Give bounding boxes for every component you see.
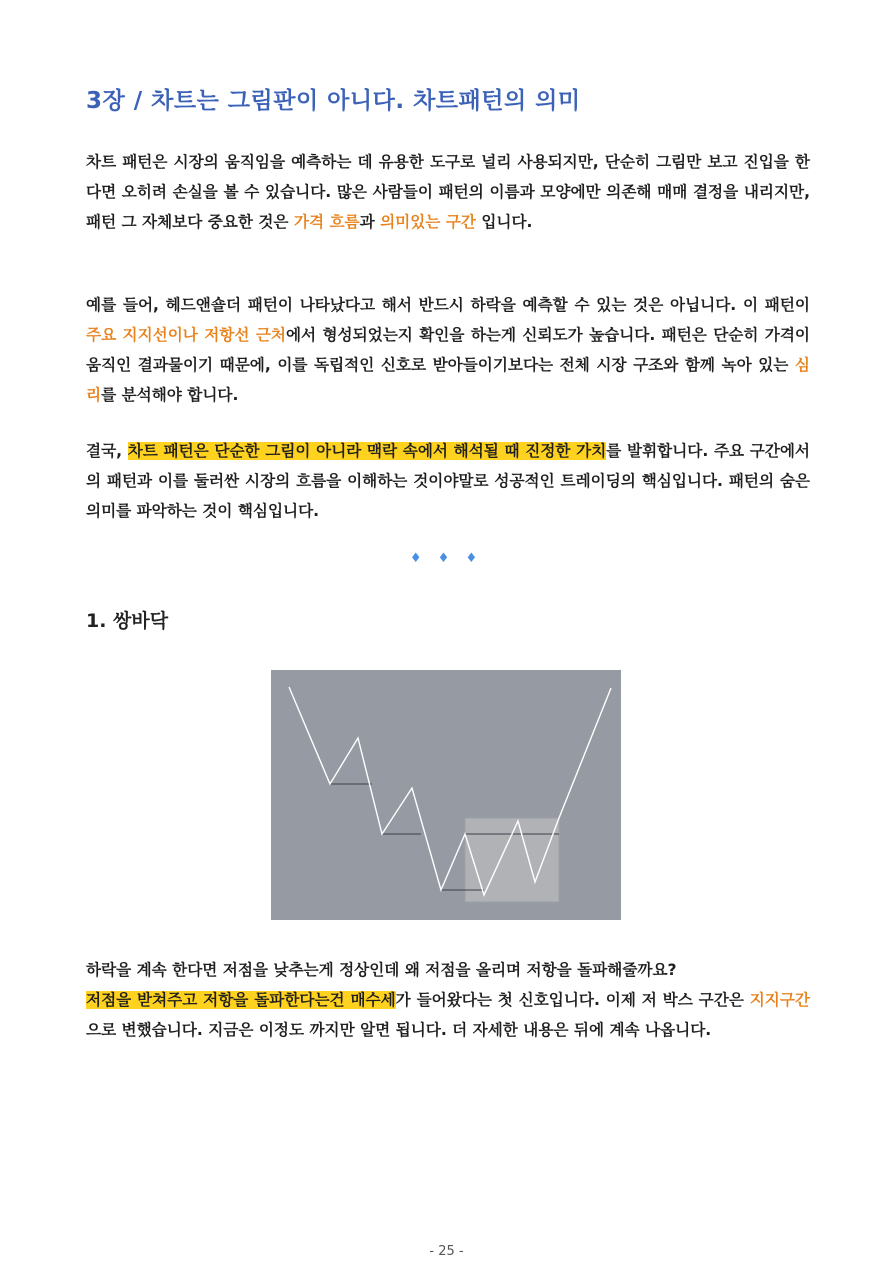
emphasis-price-flow: 가격 흐름: [293, 213, 360, 231]
section-title: 1. 쌍바닥: [86, 610, 169, 632]
text: 입니다.: [475, 213, 533, 231]
text: 를 분석해야 합니다.: [101, 386, 239, 404]
emphasis-support-zone: 지지구간: [749, 991, 810, 1009]
double-bottom-chart: [271, 670, 621, 920]
page-number: - 25 -: [429, 1244, 464, 1259]
text: 가 들어왔다는 첫 신호입니다. 이제 저 박스 구간은: [395, 991, 750, 1009]
highlight-pattern-context: 차트 패턴은 단순한 그림이 아니라 맥락 속에서 해석될 때 진정한 가치: [127, 442, 607, 460]
highlight-buying-pressure: 저점을 받쳐주고 저항을 돌파한다는건 매수세: [86, 991, 396, 1009]
text: 에서 형성되었는지 확인을 하는게 신뢰도가 높습니다. 패턴은 단순히 가격이 움직인 결과물이기 때문에, 이를 독립적인 신호로 받아들이기보다는 전체 시장 구조와 함께 녹아 있는: [86, 326, 810, 374]
text: 예를 들어, 헤드앤숄더 패턴이 나타났다고 해서 반드시 하락을 예측할 수 있는 것은 아닙니다. 이 패턴이: [86, 296, 810, 314]
text: 차트 패턴은 시장의 움직임을 예측하는 데 유용한 도구로 널리 사용되지만, 단순히 그림만 보고 진입을 한다면 오히려 손실을 볼 수 있습니다. 많은 사람들이 패턴의 이름과 모양에만 의존해 매매 결정을 내리지만, 패턴 그 자체보다 중요한 것은: [86, 153, 810, 231]
section-divider: ♦ ♦ ♦: [409, 551, 484, 566]
paragraph-example: [86, 290, 810, 410]
text: 하락을 계속 한다면 저점을 낮추는게 정상인데 왜 저점을 올리며 저항을 돌파해줄까요?: [86, 961, 677, 979]
paragraph-double-bottom: [86, 955, 810, 1045]
text: 결국,: [86, 442, 128, 460]
text: 으로 변했습니다. 지금은 이정도 까지만 알면 됩니다. 더 자세한 내용은 뒤에 계속 나옵니다.: [86, 1021, 712, 1039]
emphasis-support-resistance: 주요 지지선이나 저항선 근처: [86, 326, 286, 344]
support-zone-box: [465, 818, 559, 902]
text: 를 발휘합니다. 주요 구간에서의 패턴과 이를 둘러싼 시장의 흐름을 이해하는 것이야말로 성공적인 트레이딩의 핵심입니다. 패턴의 숨은 의미를 파악하는 것이 핵심입니다.: [86, 442, 810, 520]
paragraph-conclusion: [86, 436, 810, 526]
text: 과: [359, 213, 381, 231]
emphasis-meaningful-zone: 의미있는 구간: [380, 213, 476, 231]
page-title: 3장 / 차트는 그림판이 아니다. 차트패턴의 의미: [86, 88, 581, 114]
emphasis-psychology: 심리: [86, 356, 810, 404]
paragraph-intro: [86, 147, 810, 237]
